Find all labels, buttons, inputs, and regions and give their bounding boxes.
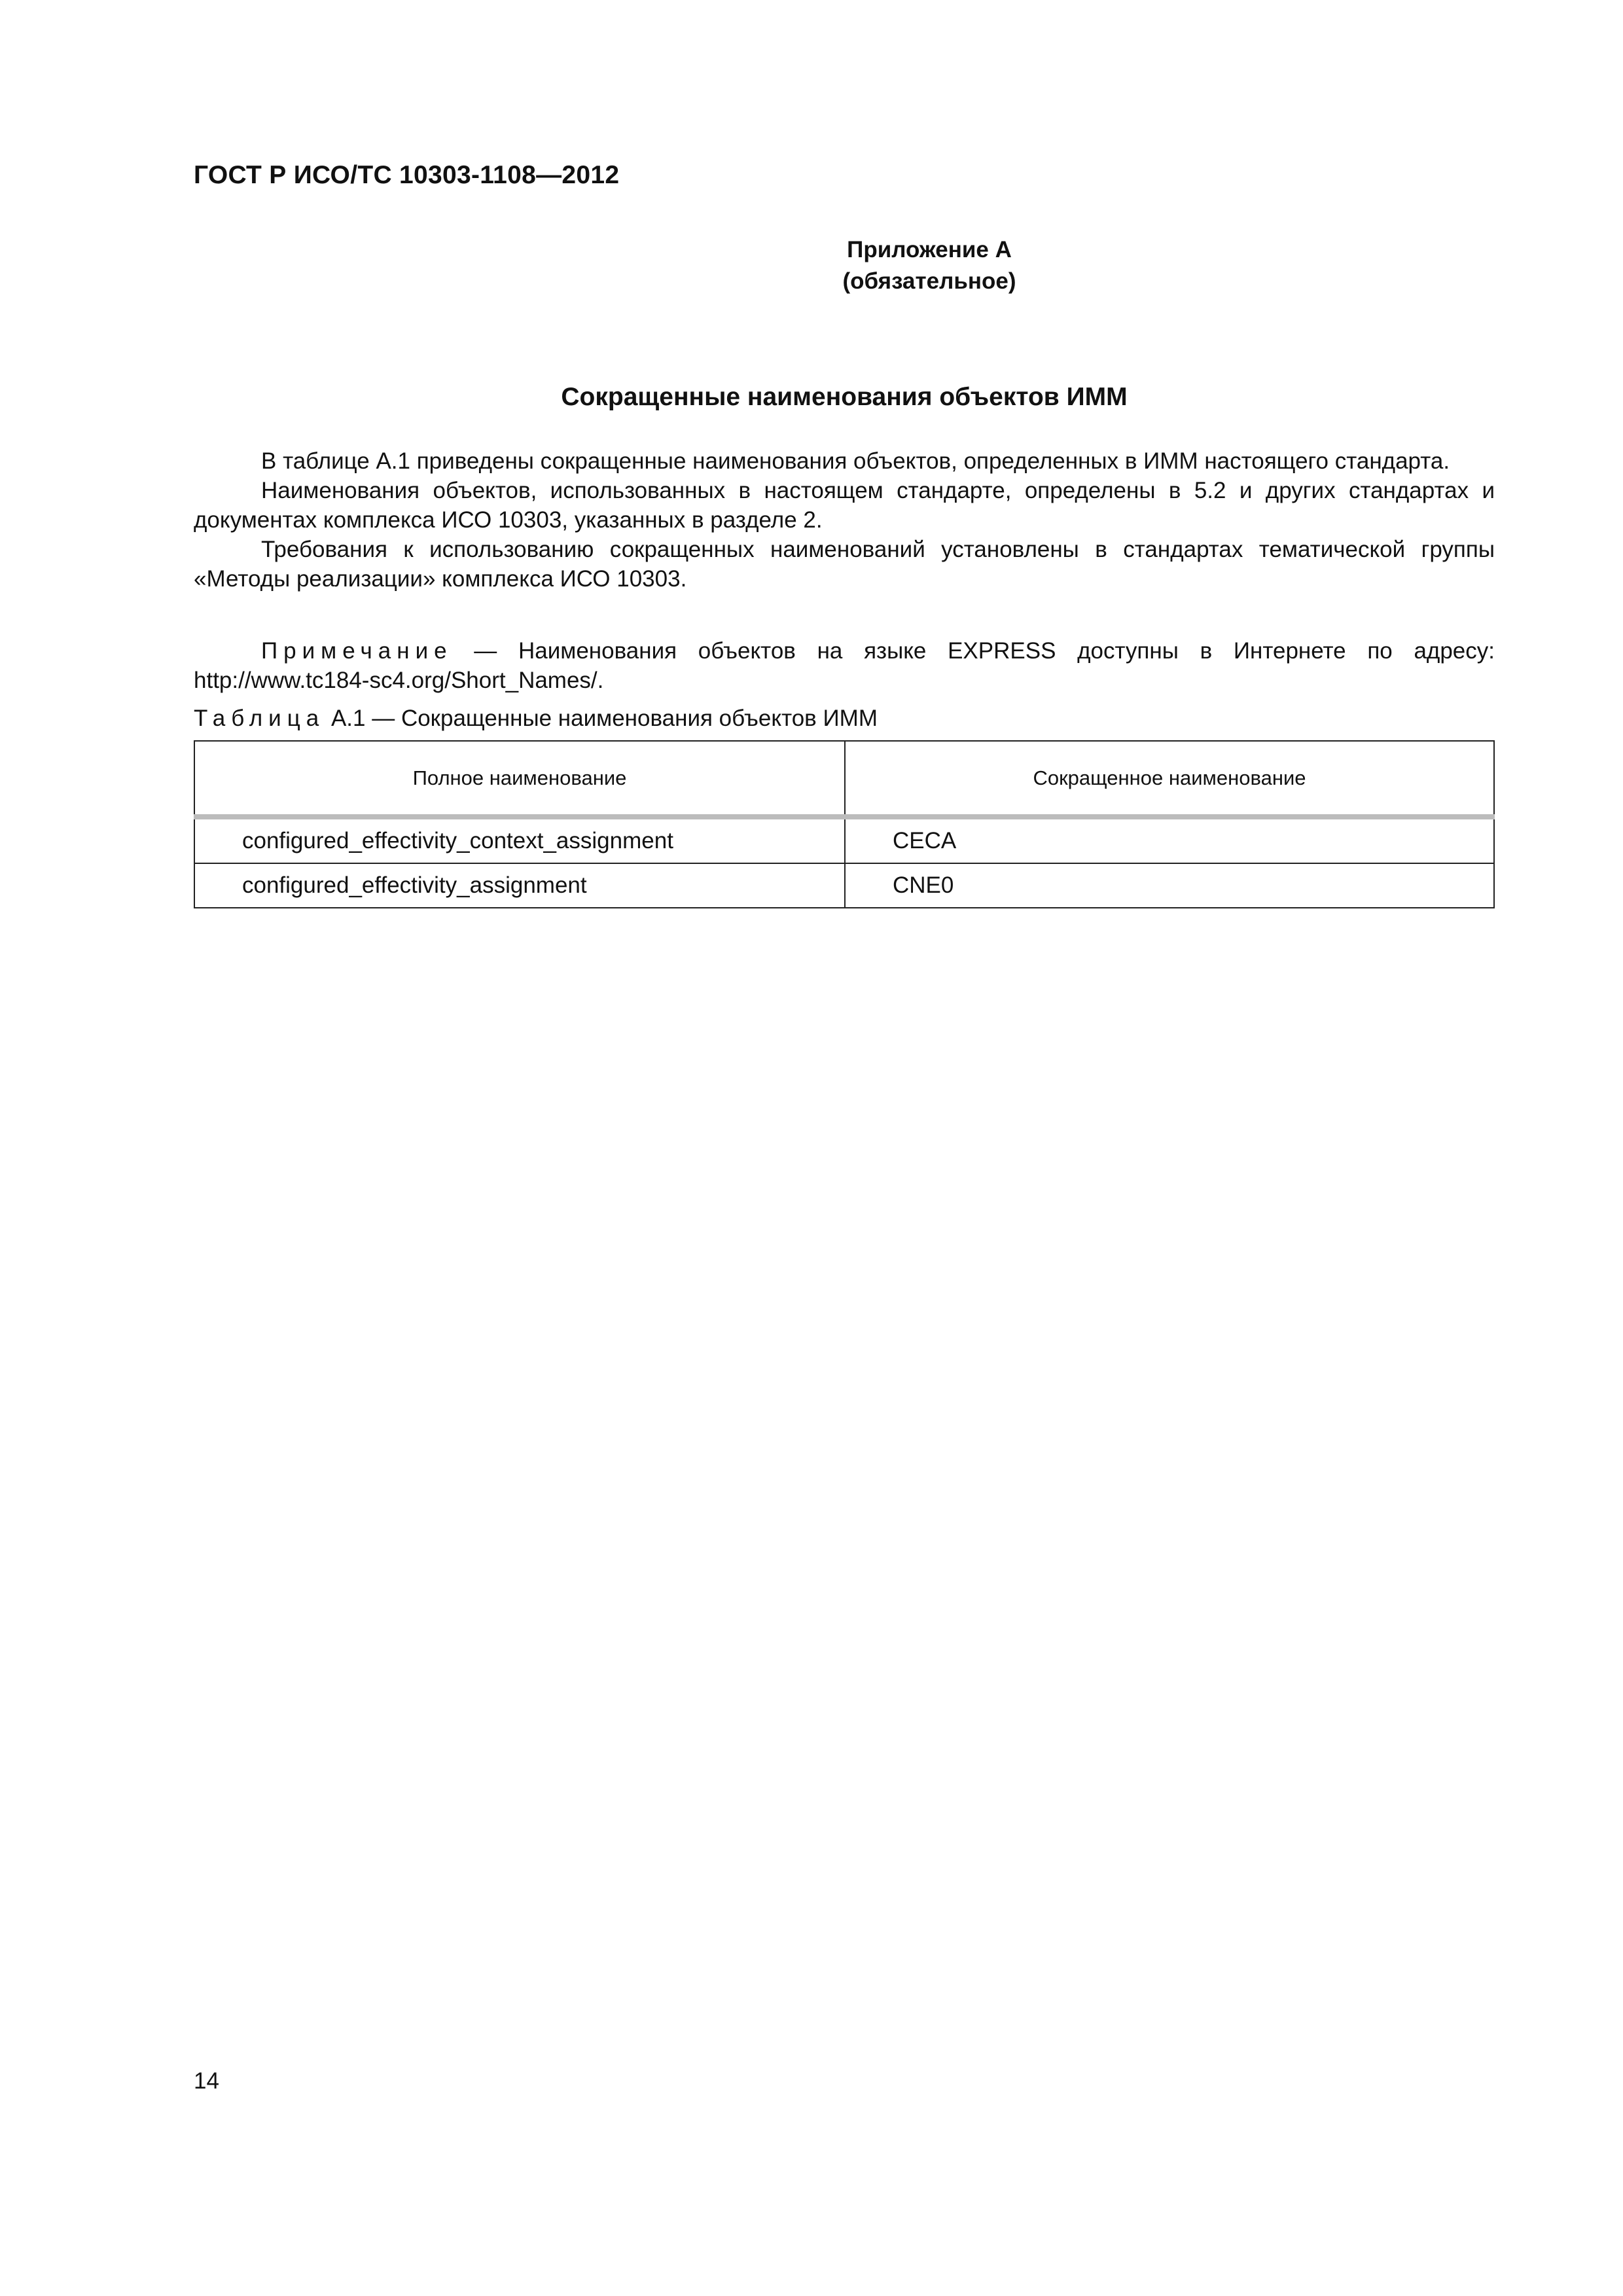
short-name-cell: CNE0 xyxy=(845,863,1494,908)
paragraph: Требования к использованию сокращенных наименований установлены в стандартах тематической группы «Методы реализации» комплекса ИСО 10303. xyxy=(194,537,1495,592)
annex-title: Приложение А xyxy=(847,237,1012,262)
table-caption-text: А.1 — Сокращенные наименования объектов ИММ xyxy=(325,706,878,731)
full-name-cell: configured_effectivity_assignment xyxy=(194,863,845,908)
full-name-cell: configured_effectivity_context_assignment xyxy=(194,817,845,863)
table-caption-label: Таблица xyxy=(194,706,325,731)
section-title: Сокращенные наименования объектов ИММ xyxy=(561,383,1128,411)
document-code: ГОСТ Р ИСО/ТС 10303-1108—2012 xyxy=(194,161,620,189)
note xyxy=(194,636,1495,695)
note-label: Примечание xyxy=(261,638,453,664)
table-row xyxy=(194,817,1494,863)
page-number: 14 xyxy=(194,2068,219,2094)
table-header-row xyxy=(194,741,1494,817)
body-paragraphs xyxy=(194,446,1495,594)
paragraph: В таблице А.1 приведены сокращенные наименования объектов, определенных в ИММ настоящего стандарта. xyxy=(261,448,1450,474)
note-text: Наименования объектов на языке EXPRESS доступны в Интернете по адресу: http://www.tc184-sc4.org/Short_Names/. xyxy=(194,638,1495,693)
short-name-cell: CECA xyxy=(845,817,1494,863)
short-names-table xyxy=(194,740,1495,908)
column-header-short-name: Сокращенное наименование xyxy=(845,741,1494,817)
paragraph: Наименования объектов, использованных в настоящем стандарте, определены в 5.2 и других стандартах и документах комплекса ИСО 10303, указанных в разделе 2. xyxy=(194,478,1495,533)
note-dash: — xyxy=(452,638,518,664)
column-header-full-name: Полное наименование xyxy=(194,741,845,817)
table-caption xyxy=(194,706,878,732)
table-row xyxy=(194,863,1494,908)
annex-status: (обязательное) xyxy=(842,268,1016,294)
